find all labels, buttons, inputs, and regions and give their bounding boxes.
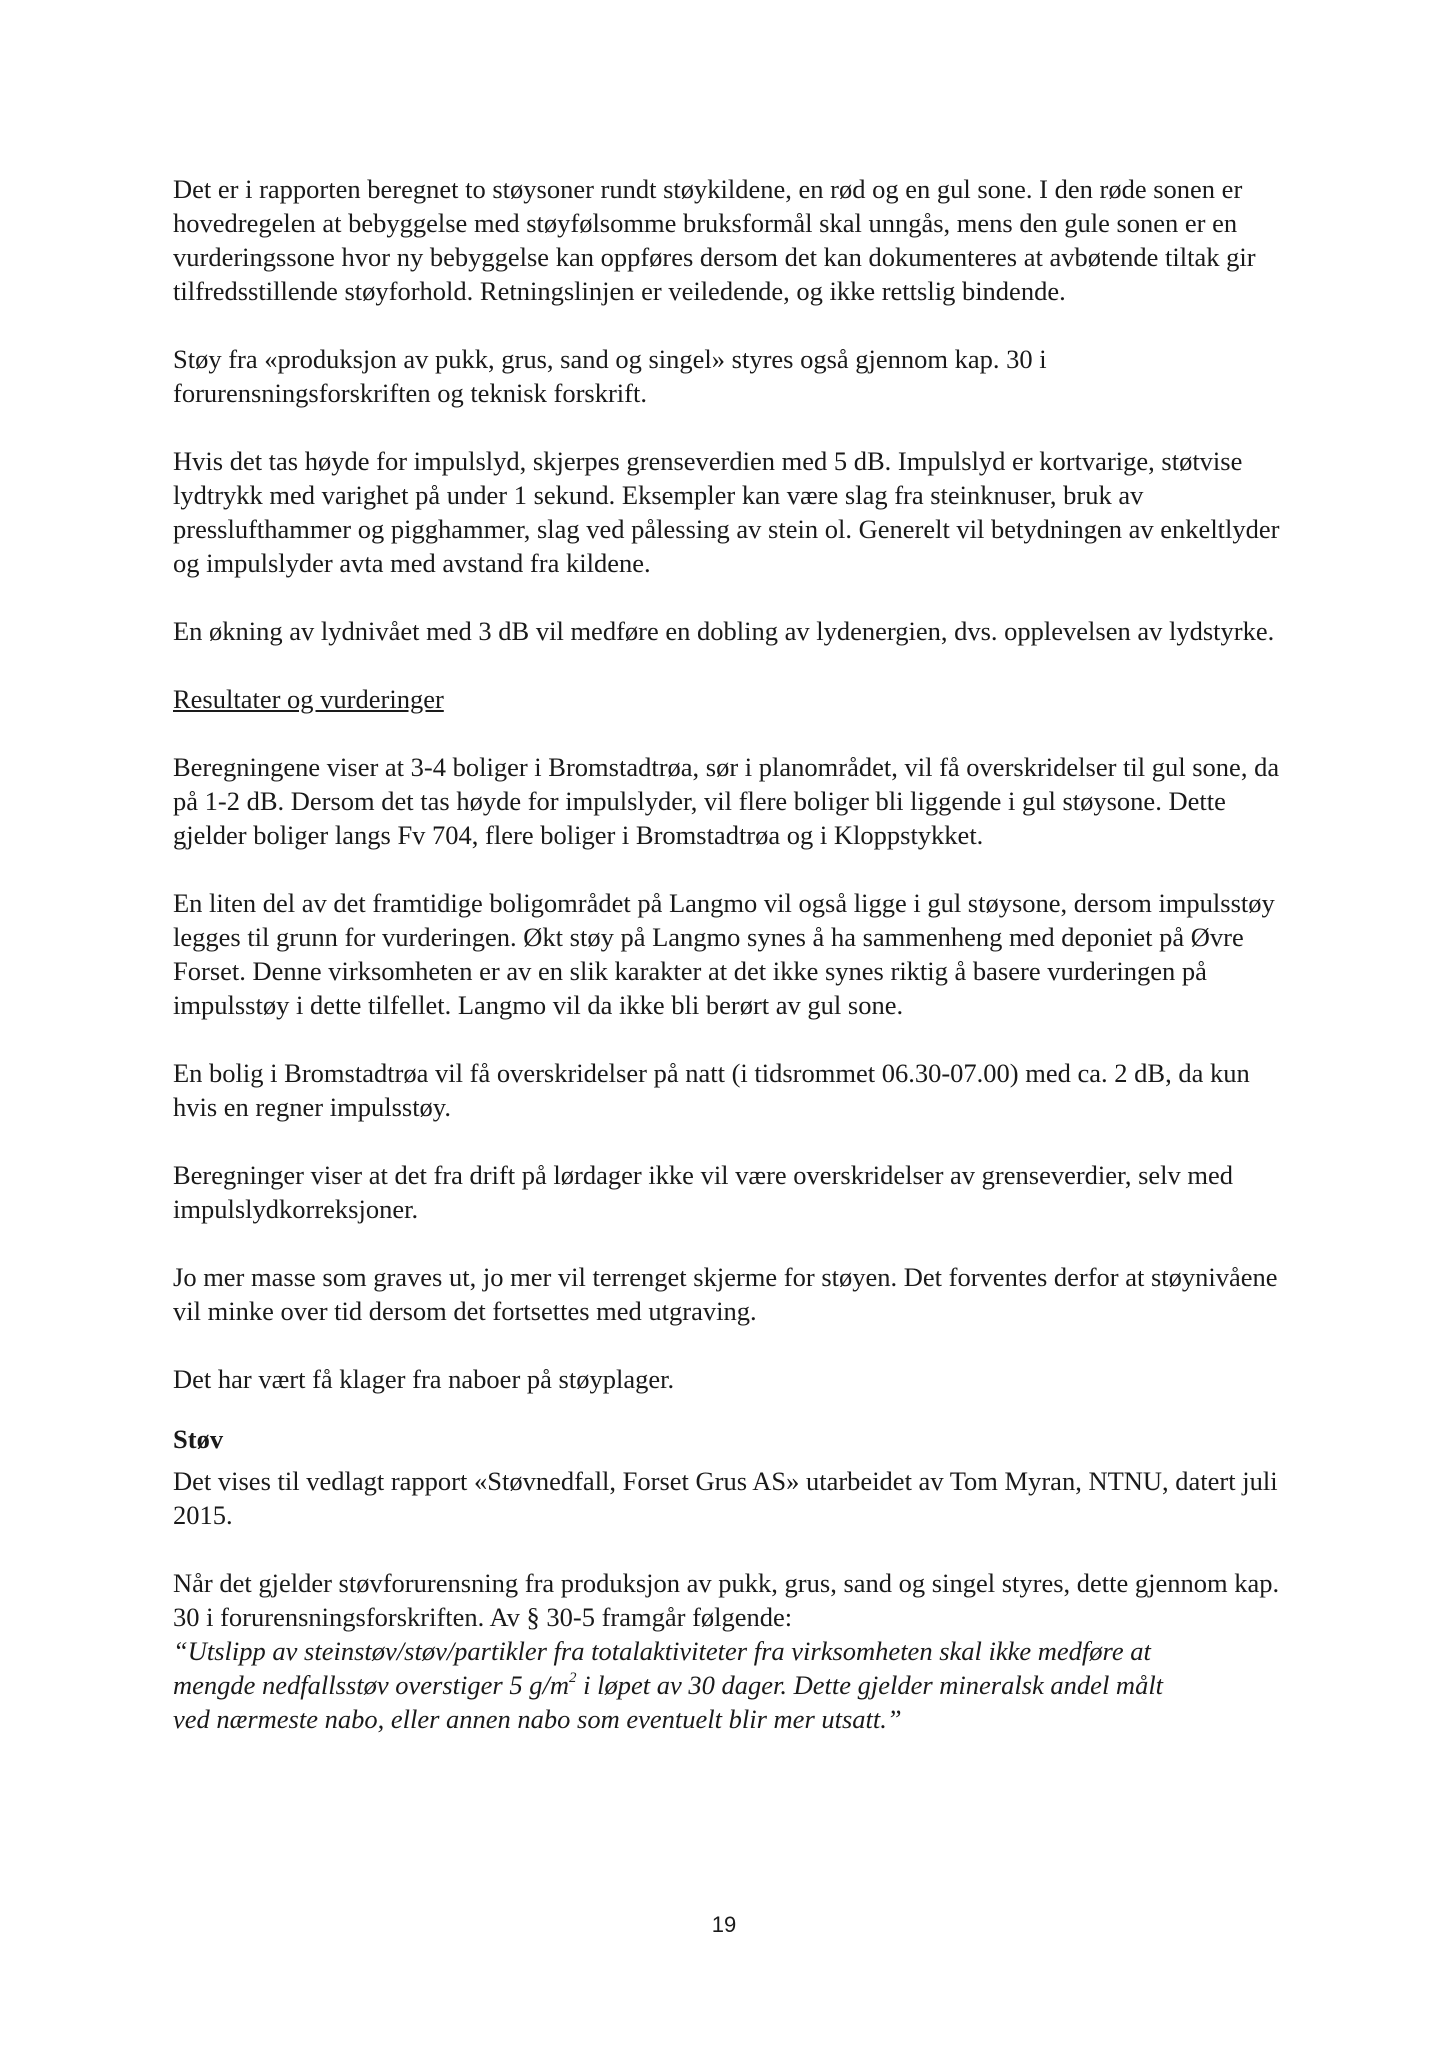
paragraph-results-night: En bolig i Bromstadtrøa vil få overskridelser på natt (i tidsrommet 06.30-07.00) med ca. 2 dB, da kun hvis en regner impulsstøy. <box>173 1058 1250 1122</box>
quote-text-end: i løpet av 30 dager. Dette gjelder mineralsk andel målt ved nærmeste nabo, eller annen nabo som eventuelt blir mer utsatt.” <box>173 1670 1164 1734</box>
page-body <box>173 172 1293 1770</box>
paragraph-dust-regulation: Når det gjelder støvforurensning fra produksjon av pukk, grus, sand og singel styres, dette gjennom kap. 30 i forurensningsforskriften. Av § 30-5 framgår følgende: <box>173 1568 1280 1632</box>
paragraph-impulse-sound: Hvis det tas høyde for impulslyd, skjerpes grenseverdien med 5 dB. Impulslyd er kortvarige, støtvise lydtrykk med varighet på under 1 sekund. Eksempler kan være slag fra steinknuser, bruk av presslufthammer og pigghammer, slag ved pålessing av stein ol. Generelt vil betydningen av enkeltlyder og impulslyder avta med avstand fra kildene. <box>173 446 1280 578</box>
paragraph-regulation: Støy fra «produksjon av pukk, grus, sand og singel» styres også gjennom kap. 30 i forurensningsforskriften og teknisk forskrift. <box>173 344 1047 408</box>
paragraph-results-saturday: Beregninger viser at det fra drift på lørdager ikke vil være overskridelser av grenseverdier, selv med impulslydkorreksjoner. <box>173 1160 1233 1224</box>
dust-heading: Støv <box>173 1424 224 1454</box>
regulation-quote <box>173 1634 1183 1736</box>
quote-superscript: 2 <box>568 1670 577 1686</box>
paragraph-results-excavation: Jo mer masse som graves ut, jo mer vil terrenget skjerme for støyen. Det forventes derfor at støynivåene vil minke over tid dersom det fortsettes med utgraving. <box>173 1262 1278 1326</box>
quote-text-start: “Utslipp av steinstøv/støv/partikler fra totalaktiviteter fra virksomheten skal ikke medføre at mengde nedfallsstøv overstiger 5 g/m <box>173 1636 1151 1700</box>
page-number: 19 <box>711 1912 737 1937</box>
paragraph-results-complaints: Det har vært få klager fra naboer på støyplager. <box>173 1364 675 1394</box>
paragraph-noise-zones: Det er i rapporten beregnet to støysoner rundt støykildene, en rød og en gul sone. I den røde sonen er hovedregelen at bebyggelse med støyfølsomme bruksformål skal unngås, mens den gule sonen er en vurderingssone hvor ny bebyggelse kan oppføres dersom det kan dokumenteres at avbøtende tiltak gir tilfredsstillende støyforhold. Retningslinjen er veiledende, og ikke rettslig bindende. <box>173 174 1256 306</box>
paragraph-results-bromstadtroa: Beregningene viser at 3-4 boliger i Bromstadtrøa, sør i planområdet, vil få overskridelser til gul sone, da på 1-2 dB. Dersom det tas høyde for impulslyder, vil flere boliger bli liggende i gul støysone. Dette gjelder boliger langs Fv 704, flere boliger i Bromstadtrøa og i Kloppstykket. <box>173 752 1280 850</box>
paragraph-dust-report: Det vises til vedlagt rapport «Støvnedfall, Forset Grus AS» utarbeidet av Tom Myran, NTNU, datert juli 2015. <box>173 1466 1278 1530</box>
paragraph-results-langmo: En liten del av det framtidige boligområdet på Langmo vil også ligge i gul støysone, dersom impulsstøy legges til grunn for vurderingen. Økt støy på Langmo synes å ha sammenheng med deponiet på Øvre Forset. Denne virksomheten er av en slik karakter at det ikke synes riktig å basere vurderingen på impulsstøy i dette tilfellet. Langmo vil da ikke bli berørt av gul sone. <box>173 888 1275 1020</box>
results-heading: Resultater og vurderinger <box>173 684 444 714</box>
paragraph-sound-level: En økning av lydnivået med 3 dB vil medføre en dobling av lydenergien, dvs. opplevelsen av lydstyrke. <box>173 616 1275 646</box>
